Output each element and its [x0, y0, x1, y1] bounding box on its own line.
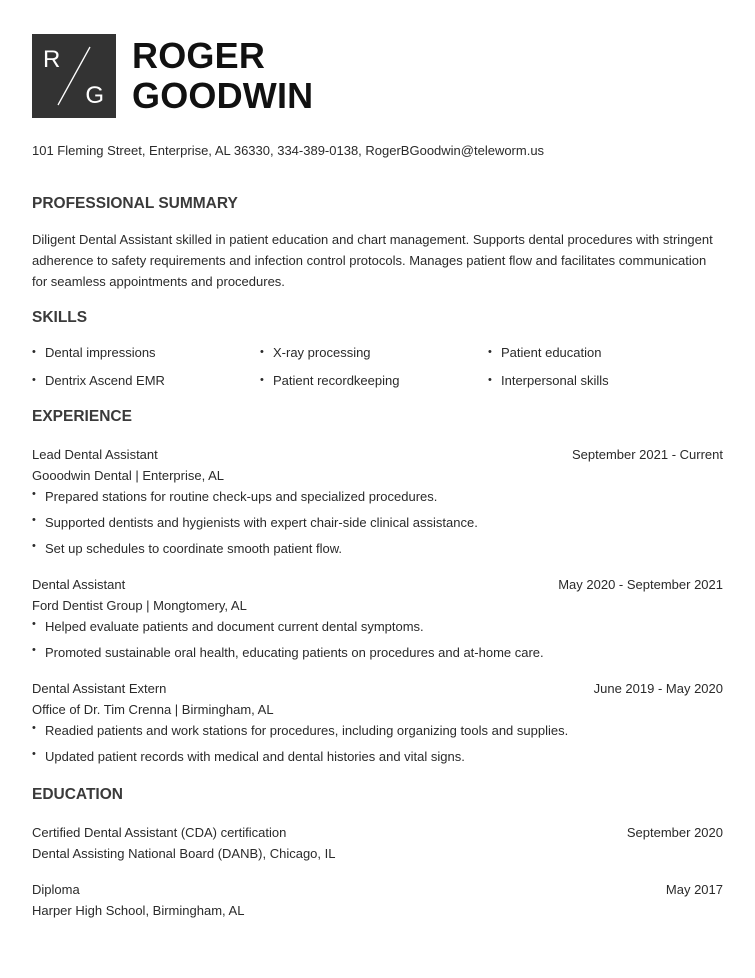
skill-item	[32, 372, 260, 389]
bullet-text: Prepared stations for routine check-ups and specialized procedures.	[45, 489, 438, 504]
job-bullets	[32, 720, 723, 767]
first-name: ROGER	[132, 35, 266, 76]
job-entry	[32, 574, 723, 663]
bullet-icon: •	[32, 374, 36, 386]
education-degree: Certified Dental Assistant (CDA) certification	[32, 825, 287, 840]
full-name	[132, 36, 313, 116]
job-company: Ford Dentist Group | Mongtomery, AL	[32, 598, 247, 613]
bullet-icon: •	[32, 346, 36, 358]
summary-text: Diligent Dental Assistant skilled in patient education and chart management. Supports dental procedures with stringent adherence to safety requirements and infection control protocols. Manages patient flow and facilitates communication for seamless appointments and procedures.	[32, 232, 713, 289]
monogram-last-initial: G	[85, 82, 104, 109]
monogram-first-initial: R	[43, 46, 61, 73]
experience-heading: EXPERIENCE	[32, 408, 132, 425]
bullet-icon: •	[32, 618, 36, 630]
bullet-icon: •	[32, 722, 36, 734]
bullet-text: Readied patients and work stations for procedures, including organizing tools and supplies.	[45, 723, 569, 738]
bullet-icon: •	[488, 374, 492, 386]
skills-grid	[32, 344, 723, 389]
job-title: Dental Assistant Extern	[32, 681, 167, 696]
education-degree: Diploma	[32, 882, 80, 897]
job-title: Lead Dental Assistant	[32, 447, 158, 462]
last-name: GOODWIN	[132, 75, 314, 116]
resume-page	[32, 34, 723, 921]
skills-heading: SKILLS	[32, 309, 88, 326]
list-item	[32, 616, 723, 637]
skill-item	[488, 372, 723, 389]
skill-label: X-ray processing	[273, 345, 371, 360]
job-dates: September 2021 - Current	[571, 447, 723, 462]
skill-label: Dentrix Ascend EMR	[45, 373, 165, 388]
job-entry	[32, 444, 723, 559]
job-company: Office of Dr. Tim Crenna | Birmingham, AL	[32, 702, 274, 717]
skill-label: Interpersonal skills	[501, 373, 609, 388]
bullet-text: Updated patient records with medical and dental histories and vital signs.	[45, 749, 465, 764]
summary-heading: PROFESSIONAL SUMMARY	[32, 195, 238, 212]
bullet-text: Helped evaluate patients and document current dental symptoms.	[45, 619, 424, 634]
bullet-icon: •	[32, 748, 36, 760]
monogram-logo	[32, 34, 116, 118]
bullet-icon: •	[260, 346, 264, 358]
contact-line: 101 Fleming Street, Enterprise, AL 36330, 334-389-0138, RogerBGoodwin@teleworm.us	[32, 143, 545, 158]
bullet-icon: •	[260, 374, 264, 386]
list-item	[32, 486, 723, 507]
list-item	[32, 512, 723, 533]
bullet-icon: •	[32, 514, 36, 526]
job-bullets	[32, 616, 723, 663]
bullet-icon: •	[32, 540, 36, 552]
bullet-text: Promoted sustainable oral health, educating patients on procedures and at-home care.	[45, 645, 544, 660]
education-entry	[32, 822, 723, 864]
bullet-icon: •	[488, 346, 492, 358]
job-bullets	[32, 486, 723, 559]
job-dates: June 2019 - May 2020	[593, 681, 723, 696]
bullet-icon: •	[32, 644, 36, 656]
bullet-text: Set up schedules to coordinate smooth patient flow.	[45, 541, 343, 556]
bullet-text: Supported dentists and hygienists with expert chair-side clinical assistance.	[45, 515, 478, 530]
skill-item	[32, 344, 260, 361]
skill-item	[260, 372, 488, 389]
skill-label: Dental impressions	[45, 345, 156, 360]
education-date: May 2017	[665, 882, 723, 897]
skill-label: Patient education	[501, 345, 602, 360]
skill-item	[488, 344, 723, 361]
job-dates: May 2020 - September 2021	[558, 577, 723, 592]
resume-header	[32, 34, 723, 118]
education-entry	[32, 879, 723, 921]
bullet-icon: •	[32, 488, 36, 500]
list-item	[32, 720, 723, 741]
education-school: Dental Assisting National Board (DANB), Chicago, IL	[32, 846, 336, 861]
education-school: Harper High School, Birmingham, AL	[32, 903, 245, 918]
list-item	[32, 538, 723, 559]
job-company: Gooodwin Dental | Enterprise, AL	[32, 468, 224, 483]
education-date: September 2020	[626, 825, 723, 840]
skill-item	[260, 344, 488, 361]
job-entry	[32, 678, 723, 767]
list-item	[32, 746, 723, 767]
education-heading: EDUCATION	[32, 786, 123, 803]
job-title: Dental Assistant	[32, 577, 126, 592]
skill-label: Patient recordkeeping	[273, 373, 400, 388]
list-item	[32, 642, 723, 663]
